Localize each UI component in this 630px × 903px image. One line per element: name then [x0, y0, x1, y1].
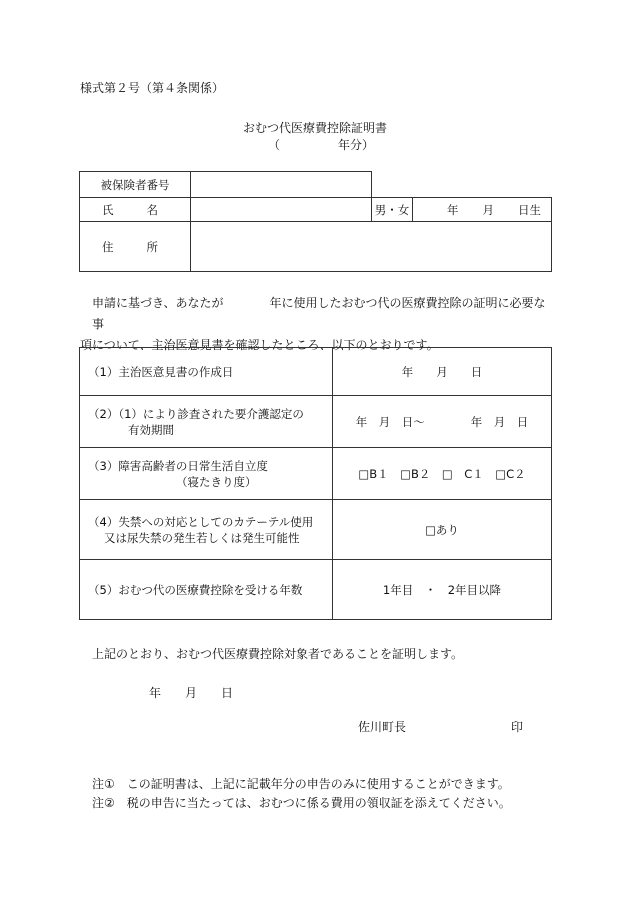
name-label-1: 氏	[102, 202, 114, 217]
birth-day: 日生	[518, 202, 541, 217]
row2-label	[80, 396, 333, 448]
issue-date: 年 月 日	[149, 686, 234, 700]
row1-label: （1）主治医意見書の作成日	[80, 348, 333, 396]
document-title: おむつ代医療費控除証明書	[242, 121, 387, 135]
row2-value[interactable]: 年 月 日～ 年 月 日	[333, 396, 552, 448]
row4-label-2: 又は尿失禁の発生若しくは発生可能性	[104, 530, 300, 545]
confirmation-text: 上記のとおり、おむつ代医療費控除対象者であることを証明します。	[92, 647, 464, 661]
sex-select[interactable]: 男・女	[372, 198, 413, 222]
row1-value[interactable]: 年 月 日	[333, 348, 552, 396]
insured-number-field[interactable]	[191, 172, 372, 198]
row2-label-2: 有効期間	[128, 422, 174, 437]
note-2: 注② 税の申告に当たっては、おむつに係る費用の領収証を添えてください。	[92, 796, 511, 810]
name-label	[80, 198, 191, 222]
row4-label	[80, 500, 333, 560]
intro-line-1: 申請に基づき、あなたが 年に使用したおむつ代の医療費控除の証明に必要な事	[92, 296, 546, 331]
row3-label-2: （寝たきり度）	[176, 474, 257, 489]
document-subtitle	[268, 136, 374, 153]
name-field[interactable]	[191, 198, 372, 222]
row3-label	[80, 448, 333, 500]
subtitle-year: 年分）	[338, 138, 375, 152]
row3-label-1: （3）障害高齢者の日常生活自立度	[88, 458, 268, 473]
address-label-2: 所	[146, 239, 158, 254]
birthdate-field[interactable]	[413, 198, 552, 222]
note-1: 注① この証明書は、上記に記載年分の申告のみに使用することができます。	[92, 777, 510, 791]
blank-cell	[372, 172, 552, 198]
row4-value[interactable]: □あり	[333, 500, 552, 560]
address-label-1: 住	[102, 239, 114, 254]
birth-year: 年	[447, 202, 459, 217]
form-number: 様式第２号（第４条関係）	[80, 81, 225, 95]
address-label	[80, 222, 191, 272]
row5-label: （5）おむつ代の医療費控除を受ける年数	[80, 560, 333, 620]
subtitle-open: （	[268, 138, 281, 152]
address-field[interactable]	[191, 222, 552, 272]
insured-info-table	[79, 171, 552, 272]
birth-month: 月	[482, 202, 494, 217]
row2-label-1: （2）（1）により診査された要介護認定の	[88, 406, 304, 421]
certificate-details-table	[79, 347, 552, 620]
signer-title: 佐川町長	[358, 720, 407, 734]
insured-number-label: 被保険者番号	[80, 172, 191, 198]
intro-line-2: 項について、主治医意見書を確認したところ、以下のとおりです。	[80, 338, 439, 352]
name-label-2: 名	[146, 202, 158, 217]
row5-value[interactable]: 1年目 ・ 2年目以降	[333, 560, 552, 620]
seal-mark: 印	[511, 720, 524, 734]
row3-value[interactable]: □B１ □B２ □ C１ □C２	[333, 448, 552, 500]
row4-label-1: （4）失禁への対応としてのカテーテル使用	[88, 514, 314, 529]
